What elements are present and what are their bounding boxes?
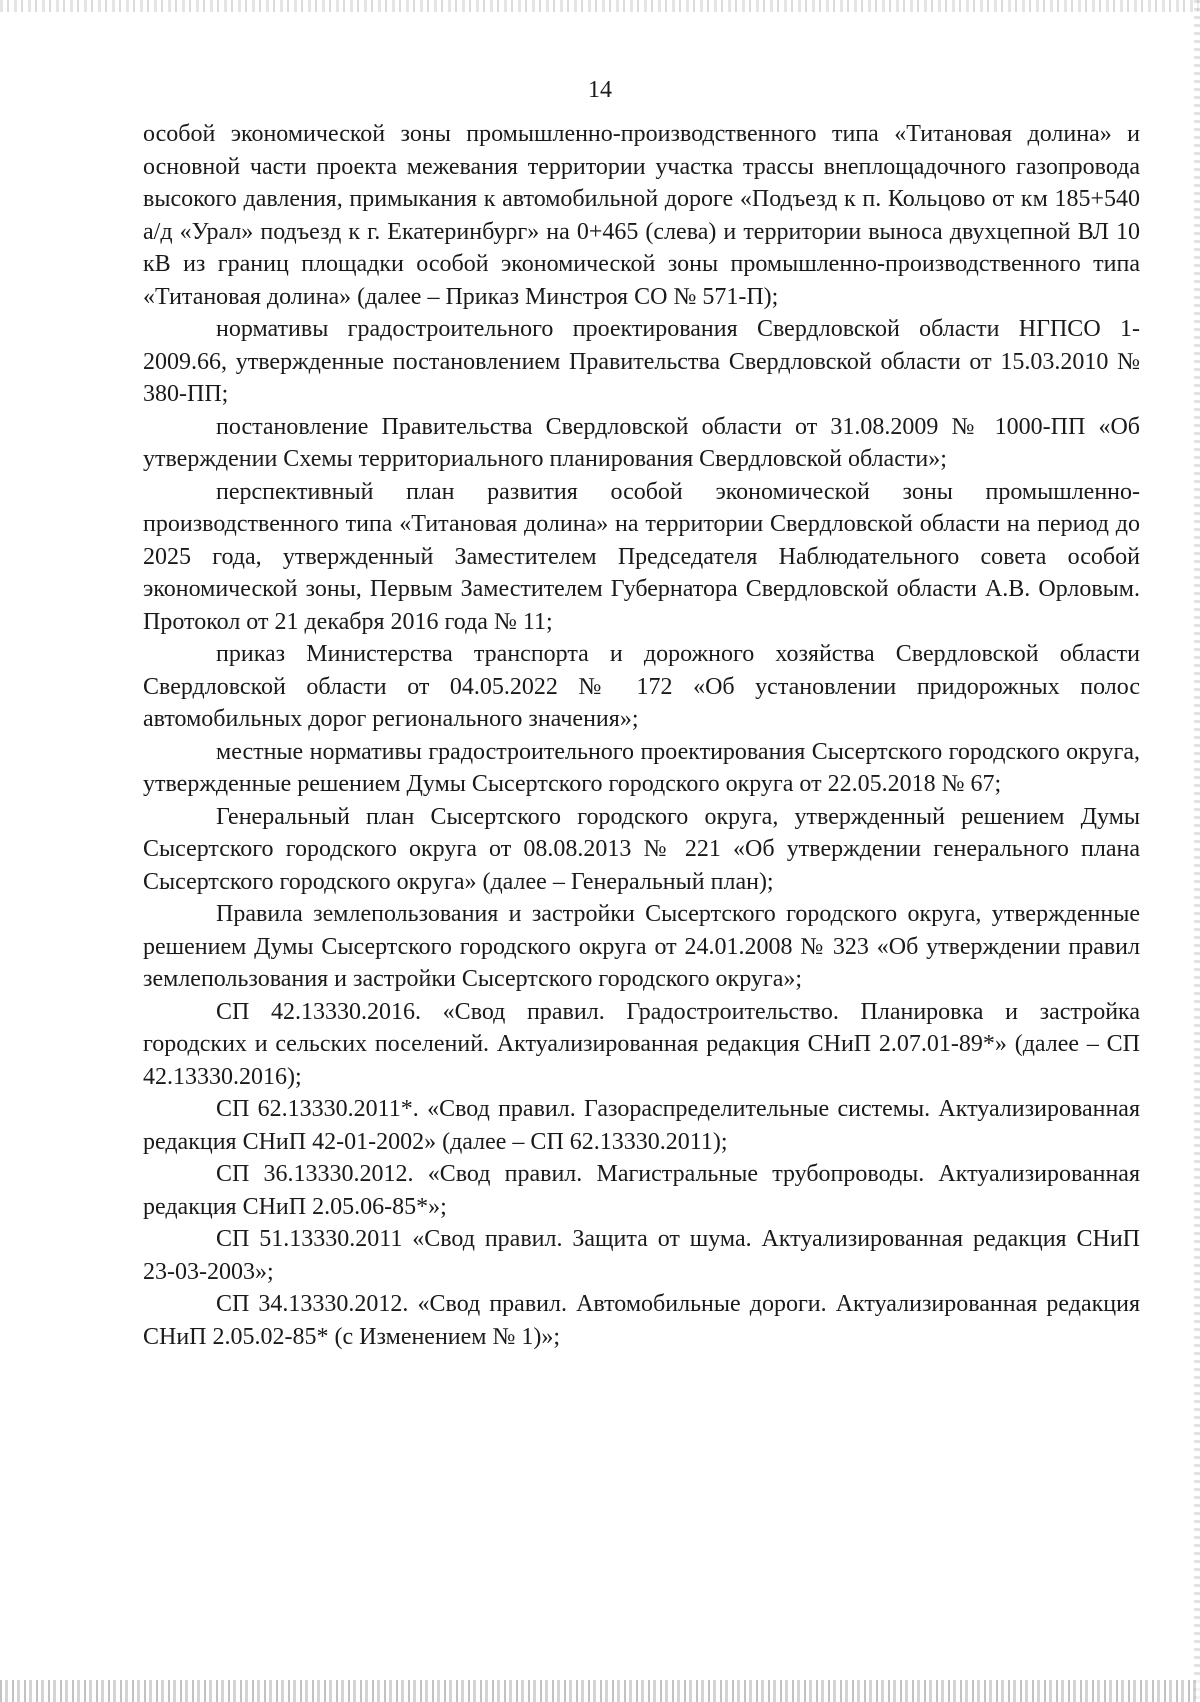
scan-edge-bottom <box>0 1680 1200 1702</box>
paragraph-sp-36: СП 36.13330.2012. «Свод правил. Магистральные трубопроводы. Актуализированная редакция СНиП 2.05.06-85*»; <box>143 1161 1140 1220</box>
paragraph-sp-34: СП 34.13330.2012. «Свод правил. Автомобильные дороги. Актуализированная редакция СНиП 2.05.02-85* (с Изменением № 1)»; <box>143 1291 1140 1350</box>
paragraph-general-plan: Генеральный план Сысертского городского округа, утвержденный решением Думы Сысертского городского округа от 08.08.2013 № 221 «Об утверждении генерального плана Сысертского городского округа» (далее – Генеральный план); <box>143 803 1140 895</box>
page-number: 14 <box>588 77 612 103</box>
paragraph-ngpso-standards: нормативы градостроительного проектирования Свердловской области НГПСО 1-2009.66, утвержденные постановлением Правительства Свердловской области от 15.03.2010 № 380-ПП; <box>143 316 1140 407</box>
paragraph-local-standards: местные нормативы градостроительного проектирования Сысертского городского округа, утвержденные решением Думы Сысертского городского округа от 22.05.2018 № 67; <box>143 738 1140 797</box>
paragraph-territorial-planning-decree: постановление Правительства Свердловской области от 31.08.2009 № 1000-ПП «Об утверждении Схемы территориального планирования Свердловской области»; <box>143 413 1140 472</box>
paragraph-sp-42: СП 42.13330.2016. «Свод правил. Градостроительство. Планировка и застройка городских и сельских поселений. Актуализированная редакция СНиП 2.07.01-89*» (далее – СП 42.13330.2016); <box>143 998 1140 1090</box>
paragraph-sp-62: СП 62.13330.2011*. «Свод правил. Газораспределительные системы. Актуализированная редакция СНиП 42-01-2002» (далее – СП 62.13330.2011); <box>143 1096 1140 1155</box>
paragraph-development-plan: перспективный план развития особой экономической зоны промышленно-производственного типа «Титановая долина» на территории Свердловской области на период до 2025 года, утвержденный Заместителем Председателя Наблюдательного совета особой экономической зоны, Первым Заместителем Губернатора Свердловской области А.В. Орловым. Протокол от 21 декабря 2016 года № 11; <box>143 478 1140 635</box>
document-body <box>143 118 1140 1353</box>
scan-edge-top <box>0 0 1200 12</box>
scan-edge-right <box>1194 0 1200 1702</box>
paragraph-continuation: особой экономической зоны промышленно-производственного типа «Титановая долина» и основной части проекта межевания территории участка трассы внеплощадочного газопровода высокого давления, примыкания к автомобильной дороге «Подъезд к п. Кольцово от км 185+540 а/д «Урал» подъезд к г. Екатеринбург» на 0+465 (слева) и территории выноса двухцепной ВЛ 10 кВ из границ площадки особой экономической зоны промышленно-производственного типа «Титановая долина» (далее – Приказ Минстроя СО № 571-П); <box>143 121 1140 310</box>
paragraph-sp-51: СП 51.13330.2011 «Свод правил. Защита от шума. Актуализированная редакция СНиП 23-03-2003»; <box>143 1226 1140 1285</box>
paragraph-transport-ministry-order: приказ Министерства транспорта и дорожного хозяйства Свердловской области Свердловской области от 04.05.2022 № 172 «Об установлении придорожных полос автомобильных дорог регионального значения»; <box>143 641 1140 732</box>
paragraph-land-use-rules: Правила землепользования и застройки Сысертского городского округа, утвержденные решением Думы Сысертского городского округа от 24.01.2008 № 323 «Об утверждении правил землепользования и застройки Сысертского городского округа»; <box>143 901 1140 992</box>
